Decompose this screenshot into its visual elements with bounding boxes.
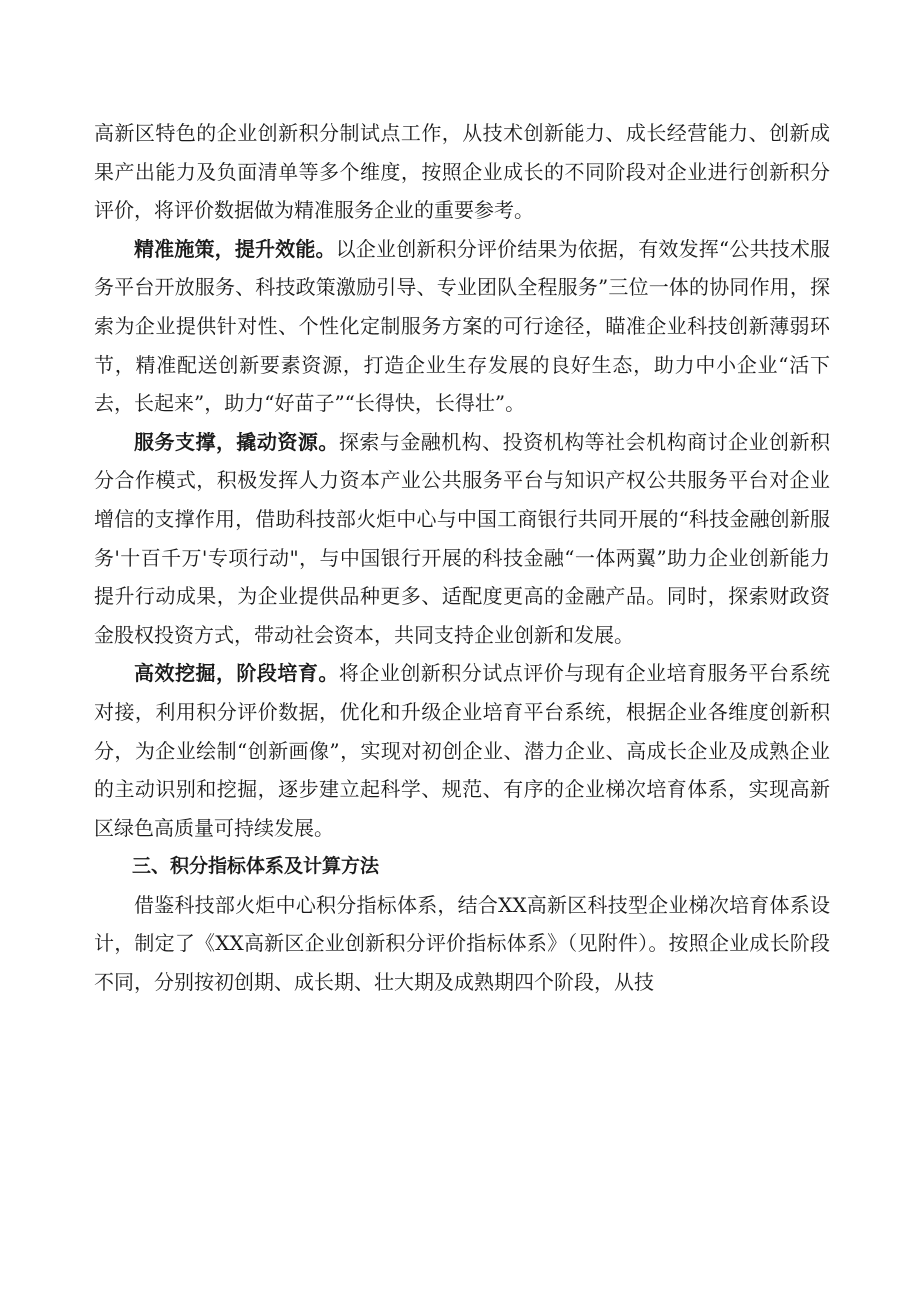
paragraph-continuation bbox=[94, 114, 830, 230]
paragraph-service-support bbox=[94, 423, 830, 655]
paragraph-text: 探索与金融机构、投资机构等社会机构商讨企业创新积分合作模式，积极发挥人力资本产业公共服务平台与知识产权公共服务平台对企业增信的支撑作用，借助科技部火炬中心与中国工商银行共同开展的“科技金融创新服务'十百千万'专项行动"，与中国银行开展的科技金融“一体两翼”助力企业创新能力提升行动成果，为企业提供品种更多、适配度更高的金融产品。同时，探索财政资金股权投资方式，带动社会资本，共同支持企业创新和发展。 bbox=[94, 429, 831, 647]
paragraph-lead: 高效挖掘，阶段培育。 bbox=[134, 661, 339, 686]
section-heading: 三、积分指标体系及计算方法 bbox=[132, 855, 380, 878]
paragraph-precise-policy bbox=[94, 230, 830, 423]
document-body bbox=[94, 114, 830, 1002]
paragraph-lead: 精准施策，提升效能。 bbox=[134, 236, 336, 261]
paragraph-text: 借鉴科技部火炬中心积分指标体系，结合XX高新区科技型企业梯次培育体系设计，制定了《XX高新区企业创新积分评价指标体系》（见附件）。按照企业成长阶段不同，分别按初创期、成长期、壮大期及成熟期四个阶段，从技 bbox=[94, 892, 830, 995]
paragraph-text: 将企业创新积分试点评价与现有企业培育服务平台系统对接，利用积分评价数据，优化和升级企业培育平台系统，根据企业各维度创新积分，为企业绘制“创新画像”，实现对初创企业、潜力企业、高成长企业及成熟企业的主动识别和挖掘，逐步建立起科学、规范、有序的企业梯次培育体系，实现高新区绿色高质量可持续发展。 bbox=[94, 661, 831, 840]
paragraph-indicator-system bbox=[94, 886, 830, 1002]
paragraph-text: 高新区特色的企业创新积分制试点工作，从技术创新能力、成长经营能力、创新成果产出能力及负面清单等多个维度，按照企业成长的不同阶段对企业进行创新积分评价，将评价数据做为精准服务企业的重要参考。 bbox=[94, 121, 830, 223]
paragraph-text: 以企业创新积分评价结果为依据，有效发挥“公共技术服务平台开放服务、科技政策激励引导、专业团队全程服务”三位一体的协同作用，探索为企业提供针对性、个性化定制服务方案的可行途径，瞄准企业科技创新薄弱环节，精准配送创新要素资源，打造企业生存发展的良好生态，助力中小企业“活下去，长起来”，助力“好苗子”“长得快，长得壮”。 bbox=[94, 236, 830, 416]
paragraph-efficient-mining bbox=[94, 654, 830, 847]
paragraph-lead: 服务支撑，撬动资源。 bbox=[134, 429, 339, 454]
